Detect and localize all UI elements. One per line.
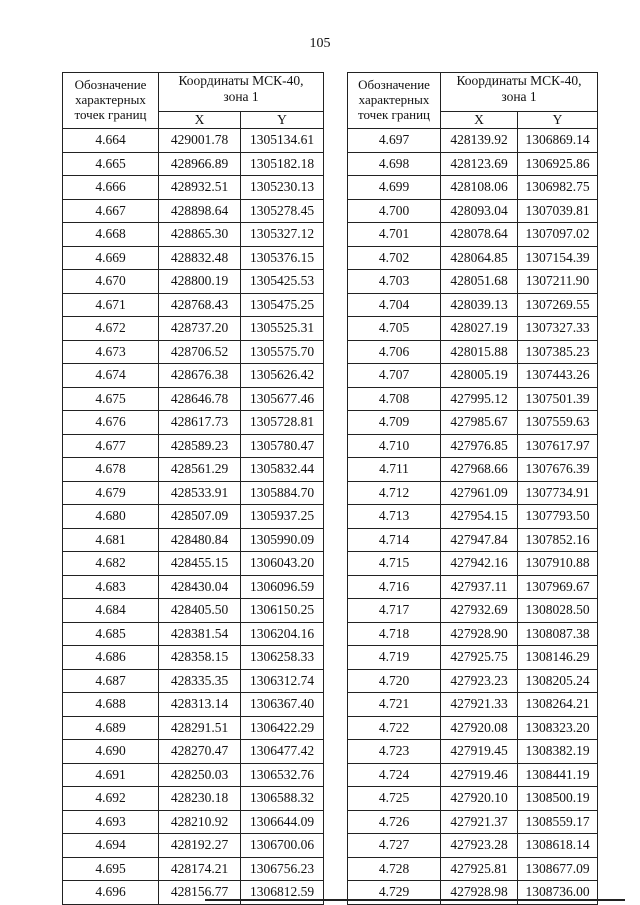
y-coordinate-cell: 1306367.40 — [241, 693, 324, 717]
point-id-cell: 4.702 — [348, 246, 441, 270]
header-x: X — [441, 112, 518, 129]
table-row — [63, 270, 324, 294]
x-coordinate-cell: 427932.69 — [441, 599, 518, 623]
coordinates-table-left — [62, 72, 324, 905]
y-coordinate-cell: 1305525.31 — [241, 317, 324, 341]
y-coordinate-cell: 1306644.09 — [241, 810, 324, 834]
y-coordinate-cell: 1307969.67 — [518, 575, 598, 599]
y-coordinate-cell: 1306700.06 — [241, 834, 324, 858]
table-row — [348, 763, 598, 787]
y-coordinate-cell: 1307559.63 — [518, 411, 598, 435]
point-id-cell: 4.681 — [63, 528, 159, 552]
point-id-cell: 4.694 — [63, 834, 159, 858]
x-coordinate-cell: 427961.09 — [441, 481, 518, 505]
x-coordinate-cell: 428405.50 — [159, 599, 241, 623]
x-coordinate-cell: 428358.15 — [159, 646, 241, 670]
point-id-cell: 4.670 — [63, 270, 159, 294]
x-coordinate-cell: 428230.18 — [159, 787, 241, 811]
table-row — [63, 340, 324, 364]
x-coordinate-cell: 427928.90 — [441, 622, 518, 646]
table-row — [348, 293, 598, 317]
y-coordinate-cell: 1306258.33 — [241, 646, 324, 670]
y-coordinate-cell: 1306422.29 — [241, 716, 324, 740]
table-row — [348, 552, 598, 576]
x-coordinate-cell: 428250.03 — [159, 763, 241, 787]
point-id-cell: 4.721 — [348, 693, 441, 717]
table-row — [348, 669, 598, 693]
table-row — [348, 646, 598, 670]
x-coordinate-cell: 427923.28 — [441, 834, 518, 858]
table-row — [63, 599, 324, 623]
page-number: 105 — [309, 36, 331, 51]
x-coordinate-cell: 427976.85 — [441, 434, 518, 458]
table-row — [348, 129, 598, 153]
y-coordinate-cell: 1306477.42 — [241, 740, 324, 764]
x-coordinate-cell: 428270.47 — [159, 740, 241, 764]
x-coordinate-cell: 428676.38 — [159, 364, 241, 388]
table-row — [348, 434, 598, 458]
y-coordinate-cell: 1307501.39 — [518, 387, 598, 411]
y-coordinate-cell: 1306869.14 — [518, 129, 598, 153]
point-id-cell: 4.719 — [348, 646, 441, 670]
point-id-cell: 4.714 — [348, 528, 441, 552]
table-row — [63, 176, 324, 200]
y-coordinate-cell: 1306312.74 — [241, 669, 324, 693]
x-coordinate-cell: 428078.64 — [441, 223, 518, 247]
point-id-cell: 4.697 — [348, 129, 441, 153]
y-coordinate-cell: 1305626.42 — [241, 364, 324, 388]
table-row — [63, 669, 324, 693]
table-row — [63, 763, 324, 787]
table-row — [63, 646, 324, 670]
y-coordinate-cell: 1305780.47 — [241, 434, 324, 458]
y-coordinate-cell: 1308441.19 — [518, 763, 598, 787]
y-coordinate-cell: 1308618.14 — [518, 834, 598, 858]
y-coordinate-cell: 1305278.45 — [241, 199, 324, 223]
point-id-cell: 4.725 — [348, 787, 441, 811]
x-coordinate-cell: 428210.92 — [159, 810, 241, 834]
y-coordinate-cell: 1305376.15 — [241, 246, 324, 270]
y-coordinate-cell: 1307734.91 — [518, 481, 598, 505]
y-coordinate-cell: 1307676.39 — [518, 458, 598, 482]
table-row — [348, 740, 598, 764]
header-y: Y — [241, 112, 324, 129]
x-coordinate-cell: 428589.23 — [159, 434, 241, 458]
table-row — [348, 857, 598, 881]
y-coordinate-cell: 1307097.02 — [518, 223, 598, 247]
y-coordinate-cell: 1305937.25 — [241, 505, 324, 529]
header-coordinate-system: Координаты МСК-40, зона 1 — [159, 73, 324, 112]
y-coordinate-cell: 1308264.21 — [518, 693, 598, 717]
y-coordinate-cell: 1307154.39 — [518, 246, 598, 270]
table-row — [63, 481, 324, 505]
x-coordinate-cell: 428174.21 — [159, 857, 241, 881]
table-row — [348, 411, 598, 435]
x-coordinate-cell: 427928.98 — [441, 881, 518, 905]
table-row — [63, 458, 324, 482]
x-coordinate-cell: 427925.75 — [441, 646, 518, 670]
point-id-cell: 4.727 — [348, 834, 441, 858]
x-coordinate-cell: 427925.81 — [441, 857, 518, 881]
y-coordinate-cell: 1308559.17 — [518, 810, 598, 834]
table-row — [63, 810, 324, 834]
point-id-cell: 4.690 — [63, 740, 159, 764]
y-coordinate-cell: 1308500.19 — [518, 787, 598, 811]
table-row — [348, 505, 598, 529]
table-row — [63, 787, 324, 811]
point-id-cell: 4.677 — [63, 434, 159, 458]
x-coordinate-cell: 428108.06 — [441, 176, 518, 200]
x-coordinate-cell: 428192.27 — [159, 834, 241, 858]
x-coordinate-cell: 428093.04 — [441, 199, 518, 223]
x-coordinate-cell: 428123.69 — [441, 152, 518, 176]
table-row — [348, 246, 598, 270]
point-id-cell: 4.713 — [348, 505, 441, 529]
point-id-cell: 4.667 — [63, 199, 159, 223]
point-id-cell: 4.685 — [63, 622, 159, 646]
point-id-cell: 4.724 — [348, 763, 441, 787]
table-row — [348, 787, 598, 811]
table-row — [348, 176, 598, 200]
x-coordinate-cell: 428139.92 — [441, 129, 518, 153]
x-coordinate-cell: 428335.35 — [159, 669, 241, 693]
y-coordinate-cell: 1307617.97 — [518, 434, 598, 458]
point-id-cell: 4.726 — [348, 810, 441, 834]
table-row — [348, 340, 598, 364]
y-coordinate-cell: 1306588.32 — [241, 787, 324, 811]
table-row — [348, 387, 598, 411]
y-coordinate-cell: 1307793.50 — [518, 505, 598, 529]
table-row — [63, 716, 324, 740]
point-id-cell: 4.701 — [348, 223, 441, 247]
point-id-cell: 4.696 — [63, 881, 159, 905]
header-y: Y — [518, 112, 598, 129]
table-row — [63, 411, 324, 435]
coordinates-table-right — [347, 72, 598, 905]
header-designation: Обозначение характерных точек границ — [348, 73, 441, 129]
y-coordinate-cell: 1308677.09 — [518, 857, 598, 881]
point-id-cell: 4.723 — [348, 740, 441, 764]
table-row — [63, 505, 324, 529]
point-id-cell: 4.688 — [63, 693, 159, 717]
y-coordinate-cell: 1308146.29 — [518, 646, 598, 670]
table-row — [63, 693, 324, 717]
table-row — [63, 857, 324, 881]
point-id-cell: 4.717 — [348, 599, 441, 623]
y-coordinate-cell: 1305425.53 — [241, 270, 324, 294]
x-coordinate-cell: 428617.73 — [159, 411, 241, 435]
table-row — [63, 152, 324, 176]
x-coordinate-cell: 428646.78 — [159, 387, 241, 411]
y-coordinate-cell: 1308087.38 — [518, 622, 598, 646]
y-coordinate-cell: 1307852.16 — [518, 528, 598, 552]
point-id-cell: 4.689 — [63, 716, 159, 740]
point-id-cell: 4.675 — [63, 387, 159, 411]
table-row — [348, 528, 598, 552]
point-id-cell: 4.669 — [63, 246, 159, 270]
table-row — [63, 387, 324, 411]
header-x: X — [159, 112, 241, 129]
point-id-cell: 4.686 — [63, 646, 159, 670]
point-id-cell: 4.700 — [348, 199, 441, 223]
table-row — [63, 552, 324, 576]
point-id-cell: 4.698 — [348, 152, 441, 176]
point-id-cell: 4.680 — [63, 505, 159, 529]
point-id-cell: 4.695 — [63, 857, 159, 881]
table-row — [63, 434, 324, 458]
x-coordinate-cell: 428898.64 — [159, 199, 241, 223]
point-id-cell: 4.709 — [348, 411, 441, 435]
y-coordinate-cell: 1305327.12 — [241, 223, 324, 247]
x-coordinate-cell: 428800.19 — [159, 270, 241, 294]
table-row — [63, 528, 324, 552]
y-coordinate-cell: 1307443.26 — [518, 364, 598, 388]
y-coordinate-cell: 1308323.20 — [518, 716, 598, 740]
x-coordinate-cell: 428737.20 — [159, 317, 241, 341]
x-coordinate-cell: 428768.43 — [159, 293, 241, 317]
point-id-cell: 4.691 — [63, 763, 159, 787]
x-coordinate-cell: 428561.29 — [159, 458, 241, 482]
table-row — [63, 575, 324, 599]
x-coordinate-cell: 427954.15 — [441, 505, 518, 529]
point-id-cell: 4.666 — [63, 176, 159, 200]
table-row — [63, 246, 324, 270]
table-row — [63, 199, 324, 223]
x-coordinate-cell: 427919.45 — [441, 740, 518, 764]
x-coordinate-cell: 427942.16 — [441, 552, 518, 576]
table-row — [63, 129, 324, 153]
point-id-cell: 4.673 — [63, 340, 159, 364]
table-row — [348, 223, 598, 247]
table-row — [348, 364, 598, 388]
table-row — [348, 270, 598, 294]
header-designation: Обозначение характерных точек границ — [63, 73, 159, 129]
y-coordinate-cell: 1307327.33 — [518, 317, 598, 341]
table-row — [63, 364, 324, 388]
point-id-cell: 4.716 — [348, 575, 441, 599]
x-coordinate-cell: 428507.09 — [159, 505, 241, 529]
x-coordinate-cell: 428051.68 — [441, 270, 518, 294]
point-id-cell: 4.682 — [63, 552, 159, 576]
y-coordinate-cell: 1308736.00 — [518, 881, 598, 905]
point-id-cell: 4.676 — [63, 411, 159, 435]
point-id-cell: 4.678 — [63, 458, 159, 482]
x-coordinate-cell: 427919.46 — [441, 763, 518, 787]
x-coordinate-cell: 427985.67 — [441, 411, 518, 435]
y-coordinate-cell: 1306925.86 — [518, 152, 598, 176]
y-coordinate-cell: 1306150.25 — [241, 599, 324, 623]
table-row — [348, 317, 598, 341]
point-id-cell: 4.683 — [63, 575, 159, 599]
point-id-cell: 4.679 — [63, 481, 159, 505]
x-coordinate-cell: 429001.78 — [159, 129, 241, 153]
y-coordinate-cell: 1306756.23 — [241, 857, 324, 881]
point-id-cell: 4.684 — [63, 599, 159, 623]
y-coordinate-cell: 1306812.59 — [241, 881, 324, 905]
y-coordinate-cell: 1305677.46 — [241, 387, 324, 411]
x-coordinate-cell: 427923.23 — [441, 669, 518, 693]
point-id-cell: 4.672 — [63, 317, 159, 341]
table-row — [348, 458, 598, 482]
x-coordinate-cell: 427937.11 — [441, 575, 518, 599]
table-row — [63, 834, 324, 858]
point-id-cell: 4.718 — [348, 622, 441, 646]
table-row — [63, 293, 324, 317]
y-coordinate-cell: 1307269.55 — [518, 293, 598, 317]
table-row — [348, 810, 598, 834]
y-coordinate-cell: 1305475.25 — [241, 293, 324, 317]
y-coordinate-cell: 1306532.76 — [241, 763, 324, 787]
point-id-cell: 4.715 — [348, 552, 441, 576]
y-coordinate-cell: 1306043.20 — [241, 552, 324, 576]
y-coordinate-cell: 1306982.75 — [518, 176, 598, 200]
table-row — [348, 693, 598, 717]
x-coordinate-cell: 427968.66 — [441, 458, 518, 482]
point-id-cell: 4.687 — [63, 669, 159, 693]
point-id-cell: 4.710 — [348, 434, 441, 458]
point-id-cell: 4.711 — [348, 458, 441, 482]
x-coordinate-cell: 428966.89 — [159, 152, 241, 176]
y-coordinate-cell: 1305575.70 — [241, 340, 324, 364]
point-id-cell: 4.671 — [63, 293, 159, 317]
table-row — [348, 834, 598, 858]
x-coordinate-cell: 428039.13 — [441, 293, 518, 317]
table-row — [63, 223, 324, 247]
x-coordinate-cell: 427995.12 — [441, 387, 518, 411]
point-id-cell: 4.674 — [63, 364, 159, 388]
x-coordinate-cell: 428533.91 — [159, 481, 241, 505]
point-id-cell: 4.668 — [63, 223, 159, 247]
x-coordinate-cell: 427920.10 — [441, 787, 518, 811]
x-coordinate-cell: 428932.51 — [159, 176, 241, 200]
x-coordinate-cell: 428832.48 — [159, 246, 241, 270]
x-coordinate-cell: 428430.04 — [159, 575, 241, 599]
y-coordinate-cell: 1308382.19 — [518, 740, 598, 764]
point-id-cell: 4.699 — [348, 176, 441, 200]
x-coordinate-cell: 428005.19 — [441, 364, 518, 388]
x-coordinate-cell: 428291.51 — [159, 716, 241, 740]
y-coordinate-cell: 1307211.90 — [518, 270, 598, 294]
point-id-cell: 4.665 — [63, 152, 159, 176]
table-row — [348, 599, 598, 623]
y-coordinate-cell: 1308028.50 — [518, 599, 598, 623]
bottom-border-line — [205, 899, 625, 901]
y-coordinate-cell: 1305230.13 — [241, 176, 324, 200]
point-id-cell: 4.704 — [348, 293, 441, 317]
point-id-cell: 4.664 — [63, 129, 159, 153]
point-id-cell: 4.708 — [348, 387, 441, 411]
point-id-cell: 4.703 — [348, 270, 441, 294]
point-id-cell: 4.722 — [348, 716, 441, 740]
y-coordinate-cell: 1307385.23 — [518, 340, 598, 364]
point-id-cell: 4.729 — [348, 881, 441, 905]
x-coordinate-cell: 427920.08 — [441, 716, 518, 740]
point-id-cell: 4.707 — [348, 364, 441, 388]
y-coordinate-cell: 1307910.88 — [518, 552, 598, 576]
x-coordinate-cell: 428313.14 — [159, 693, 241, 717]
y-coordinate-cell: 1305832.44 — [241, 458, 324, 482]
y-coordinate-cell: 1306204.16 — [241, 622, 324, 646]
table-row — [63, 317, 324, 341]
y-coordinate-cell: 1305182.18 — [241, 152, 324, 176]
x-coordinate-cell: 427947.84 — [441, 528, 518, 552]
y-coordinate-cell: 1305134.61 — [241, 129, 324, 153]
table-row — [348, 716, 598, 740]
x-coordinate-cell: 428027.19 — [441, 317, 518, 341]
y-coordinate-cell: 1305728.81 — [241, 411, 324, 435]
point-id-cell: 4.692 — [63, 787, 159, 811]
table-row — [63, 622, 324, 646]
point-id-cell: 4.693 — [63, 810, 159, 834]
x-coordinate-cell: 428381.54 — [159, 622, 241, 646]
x-coordinate-cell: 428156.77 — [159, 881, 241, 905]
header-coordinate-system: Координаты МСК-40, зона 1 — [441, 73, 598, 112]
point-id-cell: 4.705 — [348, 317, 441, 341]
point-id-cell: 4.728 — [348, 857, 441, 881]
x-coordinate-cell: 428865.30 — [159, 223, 241, 247]
point-id-cell: 4.712 — [348, 481, 441, 505]
table-row — [63, 740, 324, 764]
y-coordinate-cell: 1307039.81 — [518, 199, 598, 223]
x-coordinate-cell: 427921.37 — [441, 810, 518, 834]
table-row — [348, 152, 598, 176]
x-coordinate-cell: 428706.52 — [159, 340, 241, 364]
y-coordinate-cell: 1305990.09 — [241, 528, 324, 552]
point-id-cell: 4.706 — [348, 340, 441, 364]
x-coordinate-cell: 427921.33 — [441, 693, 518, 717]
x-coordinate-cell: 428015.88 — [441, 340, 518, 364]
y-coordinate-cell: 1306096.59 — [241, 575, 324, 599]
x-coordinate-cell: 428064.85 — [441, 246, 518, 270]
x-coordinate-cell: 428480.84 — [159, 528, 241, 552]
y-coordinate-cell: 1308205.24 — [518, 669, 598, 693]
y-coordinate-cell: 1305884.70 — [241, 481, 324, 505]
x-coordinate-cell: 428455.15 — [159, 552, 241, 576]
table-row — [348, 199, 598, 223]
point-id-cell: 4.720 — [348, 669, 441, 693]
table-row — [348, 622, 598, 646]
table-row — [348, 575, 598, 599]
table-row — [348, 481, 598, 505]
